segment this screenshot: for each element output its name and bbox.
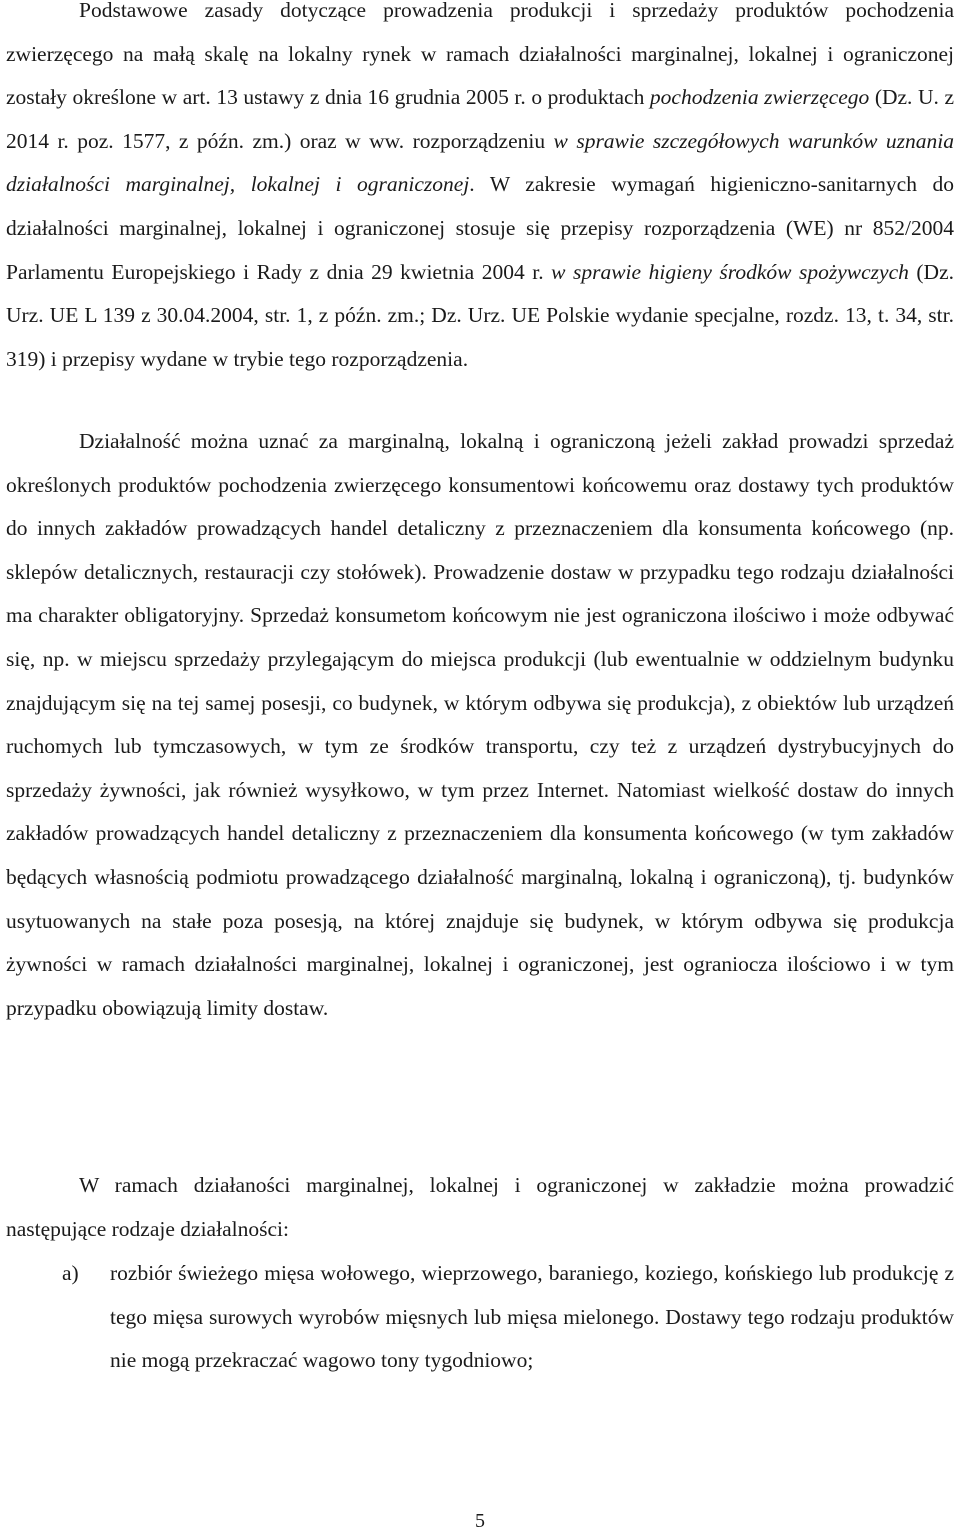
paragraph-definition [6,420,954,1030]
italic-title-run: w sprawie szczegółowych warunków uznania działalności marginalnej, lokalnej i ograniczonej [6,128,954,197]
paragraph-activity-types-text: W ramach działaności marginalnej, lokalnej i ograniczonej w zakładzie można prowadzić następujące rodzaje działalności: [6,1173,954,1241]
paragraph-legal-basis [6,0,954,381]
page-number: 5 [475,1510,485,1532]
text-run: Podstawowe zasady dotyczące prowadzenia produkcji i sprzedaży produktów pochodzenia zwierzęcego na małą skalę na lokalny rynek w ramach działalności marginalnej, lokalnej i ograniczonej zostały określone w art. 13 ustawy z dnia 16 grudnia 2005 r. o produktach [6,0,954,110]
italic-title-run: pochodzenia zwierzęcego [649,85,870,110]
text-run: (Dz. U. z 2014 r. poz. 1577, z późn. zm.) oraz w ww. rozporządzeniu [6,85,954,153]
list-marker: a) [62,1261,79,1285]
paragraph-definition-text: Działalność można uznać za marginalną, lokalną i ograniczoną jeżeli zakład prowadzi sprzedaż określonych produktów pochodzenia zwierzęcego konsumentowi końcowemu oraz dostawy tych produktów do innych zakładów prowadzących handel detaliczny z przeznaczeniem dla konsumenta końcowego (np. sklepów detalicznych, restauracji czy stołówek). Prowadzenie dostaw w przypadku tego rodzaju działalności ma charakter obligatoryjny. Sprzedaż konsumetom końcowym nie jest ograniczona ilościwo i może odbywać się, np. w miejscu sprzedaży przylegającym do miejsca produkcji (lub ewentualnie w oddzielnym budynku znajdującym się na tej samej posesji, co budynek, w którym odbywa się produkcja), z obiektów lub urządzeń ruchomych lub tymczasowych, w tym ze środków transportu, czy też z urządzeń dystrybucyjnych do sprzedaży żywności, jak również wysyłkowo, w tym przez Internet. Natomiast wielkość dostaw do innych zakładów prowadzących handel detaliczny z przeznaczeniem dla konsumenta końcowego (w tym zakładów będących własnością podmiotu prowadzącego działalność marginalną, lokalną i ograniczoną), tj. budynków usytuowanych na stałe poza posesją, na której znajduje się budynek, w którym odbywa się produkcja żywności w ramach działalności marginalnej, lokalnej i ograniczonej, jest ograniocza ilościowo i w tym przypadku obowiązują limity dostaw. [6,429,954,1020]
text-run: (Dz. Urz. UE L 139 z 30.04.2004, str. 1, z późn. zm.; Dz. Urz. UE Polskie wydanie specjalne, rozdz. 13, t. 34, str. 319) i przepisy wydane w trybie tego rozporządzenia. [6,259,954,371]
list-item-text: rozbiór świeżego mięsa wołowego, wieprzowego, baraniego, koziego, końskiego lub produkcję z tego mięsa surowych wyrobów mięsnych lub mięsa mielonego. Dostawy tego rodzaju produktów nie mogą przekraczać wagowo tony tygodniowo; [110,1261,954,1373]
text-run: . W zakresie wymagań higieniczno-sanitarnych do działalności marginalnej, lokalnej i ograniczonej stosuje się przepisy rozporządzenia (WE) nr 852/2004 Parlamentu Europejskiego i Rady z dnia 29 kwietnia 2004 r. [6,172,954,284]
paragraph-activity-types [6,1164,954,1251]
italic-title-run: w sprawie higieny środków spożywczych [551,259,909,284]
